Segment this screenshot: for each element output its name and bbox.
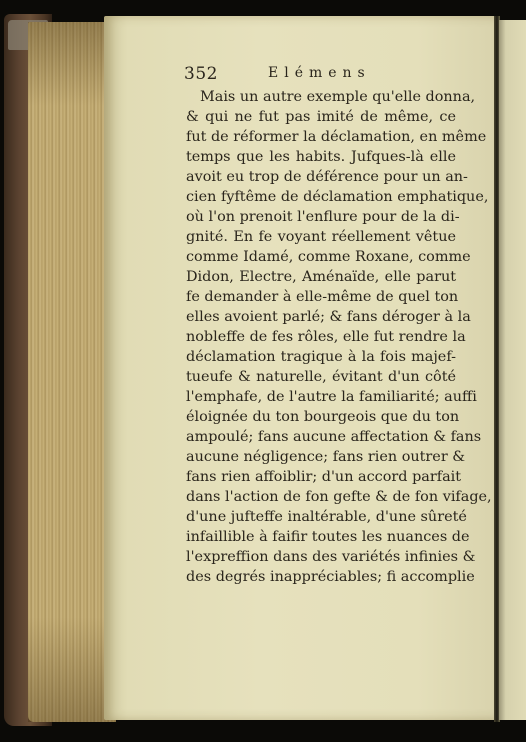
body-line: comme Idamé, comme Roxane, comme (186, 249, 471, 265)
page-header (184, 64, 454, 88)
body-line: fe demander à elle-même de quel ton (186, 289, 459, 305)
body-line: Mais un autre exemple qu'elle donna, (200, 89, 476, 105)
page-number: 352 (184, 64, 218, 84)
body-line: elles avoient parlé; & fans déroger à la (186, 309, 471, 325)
body-line: aucune négligence; fans rien outrer & (186, 449, 466, 465)
running-title: Elémens (268, 65, 371, 81)
body-line: infaillible à faifir toutes les nuances de (186, 529, 470, 545)
body-line: l'emphafe, de l'autre la familiarité; auffi (186, 389, 477, 405)
body-line: des degrés inappréciables; fi accomplie (186, 569, 475, 585)
body-line: dans l'action de fon gefte & de fon vifage, (186, 489, 492, 505)
body-line: gnité. En fe voyant réellement vêtue (186, 229, 456, 245)
body-line: où l'on prenoit l'enflure pour de la di- (186, 209, 460, 225)
body-line: temps que les habits. Jufques-là elle (186, 149, 456, 165)
body-line: d'une jufteffe inaltérable, d'une sûreté (186, 509, 467, 525)
body-line: Didon, Electre, Aménaïde, elle parut (186, 269, 456, 285)
body-line: ampoulé; fans aucune affectation & fans (186, 429, 482, 445)
body-line: éloignée du ton bourgeois que du ton (186, 409, 460, 425)
body-line: nobleffe de fes rôles, elle fut rendre la (186, 329, 466, 345)
body-line: cien fyftême de déclamation emphatique, (186, 189, 489, 205)
body-line: avoit eu trop de déférence pour un an- (186, 169, 468, 185)
body-line: & qui ne fut pas imité de même, ce (186, 109, 456, 125)
body-line: l'expreffion dans des variétés infinies & (186, 549, 476, 565)
body-line: déclamation tragique à la fois majef- (186, 349, 456, 365)
body-line: fans rien affoiblir; d'un accord parfait (186, 469, 462, 485)
body-line: tueufe & naturelle, évitant d'un côté (186, 369, 456, 385)
body-line: fut de réformer la déclamation, en même (186, 129, 487, 145)
